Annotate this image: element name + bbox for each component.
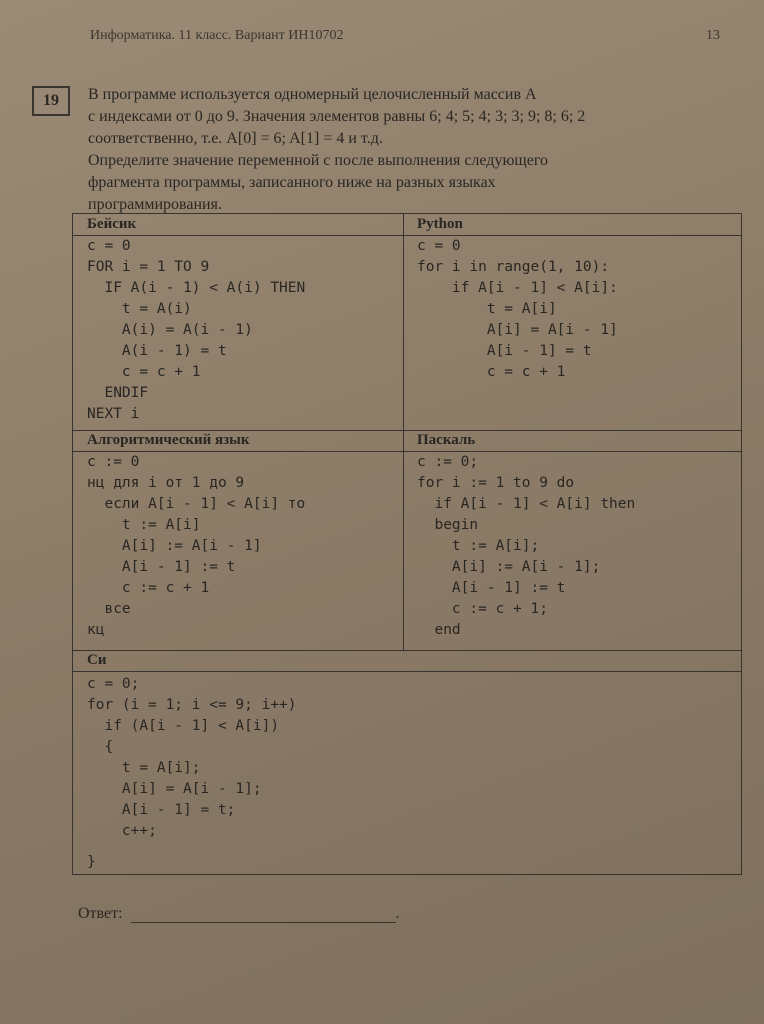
pascal-code <box>403 452 741 650</box>
code-line: если A[i - 1] < A[i] то <box>87 496 306 512</box>
answer-suffix: . <box>395 905 400 922</box>
code-line: A[i - 1] = t <box>417 343 592 359</box>
c-title: Си <box>73 650 741 672</box>
task-number-box: 19 <box>32 86 70 116</box>
cell-c <box>73 650 741 874</box>
task-text-line: фрагмента программы, записанного ниже на разных языках <box>88 174 496 191</box>
code-line: FOR i = 1 TO 9 <box>87 259 210 275</box>
cell-pascal <box>403 430 741 650</box>
python-code <box>403 236 741 430</box>
code-line: if (A[i - 1] < A[i]) <box>87 718 280 734</box>
basic-title: Бейсик <box>73 214 403 236</box>
code-line: end <box>417 622 461 638</box>
code-line: A[i] := A[i - 1]; <box>417 559 601 575</box>
code-line: t = A(i) <box>87 301 192 317</box>
code-table <box>72 213 742 875</box>
python-title: Python <box>403 214 741 236</box>
code-line: { <box>87 739 114 755</box>
code-line: begin <box>417 517 479 533</box>
code-line: if A[i - 1] < A[i] then <box>417 496 636 512</box>
code-line: c = 0 <box>417 238 461 254</box>
task-text-line: В программе используется одномерный целочисленный массив A <box>88 86 537 103</box>
code-line: нц для i от 1 до 9 <box>87 475 245 491</box>
code-line: c := 0; <box>417 454 479 470</box>
code-line: NEXT i <box>87 406 140 422</box>
code-line: A[i - 1] = t; <box>87 802 236 818</box>
algo-title: Алгоритмический язык <box>73 430 403 452</box>
code-line: c = 0 <box>87 238 131 254</box>
code-line: все <box>87 601 131 617</box>
cell-basic <box>73 214 403 430</box>
code-line: } <box>87 854 96 870</box>
code-line: t = A[i]; <box>87 760 201 776</box>
code-line: t := A[i]; <box>417 538 540 554</box>
code-line: c = c + 1 <box>87 364 201 380</box>
pascal-title: Паскаль <box>403 430 741 452</box>
code-line: A[i - 1] := t <box>87 559 236 575</box>
code-line: c++; <box>87 823 157 839</box>
code-line: c := c + 1 <box>87 580 210 596</box>
code-line: A(i - 1) = t <box>87 343 227 359</box>
algo-code <box>73 452 403 650</box>
c-code <box>73 672 741 874</box>
task-text-line: Определите значение переменной c после выполнения следующего <box>88 152 548 169</box>
code-line: A[i] = A[i - 1]; <box>87 781 262 797</box>
task-statement <box>88 84 724 216</box>
task-text-line: программирования. <box>88 196 222 213</box>
code-line: IF A(i - 1) < A(i) THEN <box>87 280 306 296</box>
code-line: кц <box>87 622 105 638</box>
answer-block <box>78 905 400 923</box>
code-line: ENDIF <box>87 385 149 401</box>
task-text-line: с индексами от 0 до 9. Значения элементов равны 6; 4; 5; 4; 3; 3; 9; 8; 6; 2 <box>88 108 586 125</box>
page-header <box>90 28 720 48</box>
answer-label: Ответ: <box>78 905 123 922</box>
code-line: t = A[i] <box>417 301 557 317</box>
code-line: c = 0; <box>87 676 140 692</box>
code-line: for (i = 1; i <= 9; i++) <box>87 697 297 713</box>
page-number: 13 <box>706 28 720 43</box>
cell-algo <box>73 430 403 650</box>
code-line: if A[i - 1] < A[i]: <box>417 280 618 296</box>
code-line: for i := 1 to 9 do <box>417 475 575 491</box>
task-text-line: соответственно, т.е. A[0] = 6; A[1] = 4 и т.д. <box>88 130 383 147</box>
code-line: A(i) = A(i - 1) <box>87 322 253 338</box>
code-line: A[i - 1] := t <box>417 580 566 596</box>
code-line: c = c + 1 <box>417 364 566 380</box>
basic-code <box>73 236 403 430</box>
code-line: A[i] = A[i - 1] <box>417 322 618 338</box>
code-line: A[i] := A[i - 1] <box>87 538 262 554</box>
code-line: t := A[i] <box>87 517 201 533</box>
code-line: c := 0 <box>87 454 140 470</box>
answer-field[interactable] <box>131 906 396 923</box>
code-line: for i in range(1, 10): <box>417 259 610 275</box>
cell-python <box>403 214 741 430</box>
header-subject: Информатика. 11 класс. Вариант ИН10702 <box>90 28 344 43</box>
code-line: c := c + 1; <box>417 601 548 617</box>
